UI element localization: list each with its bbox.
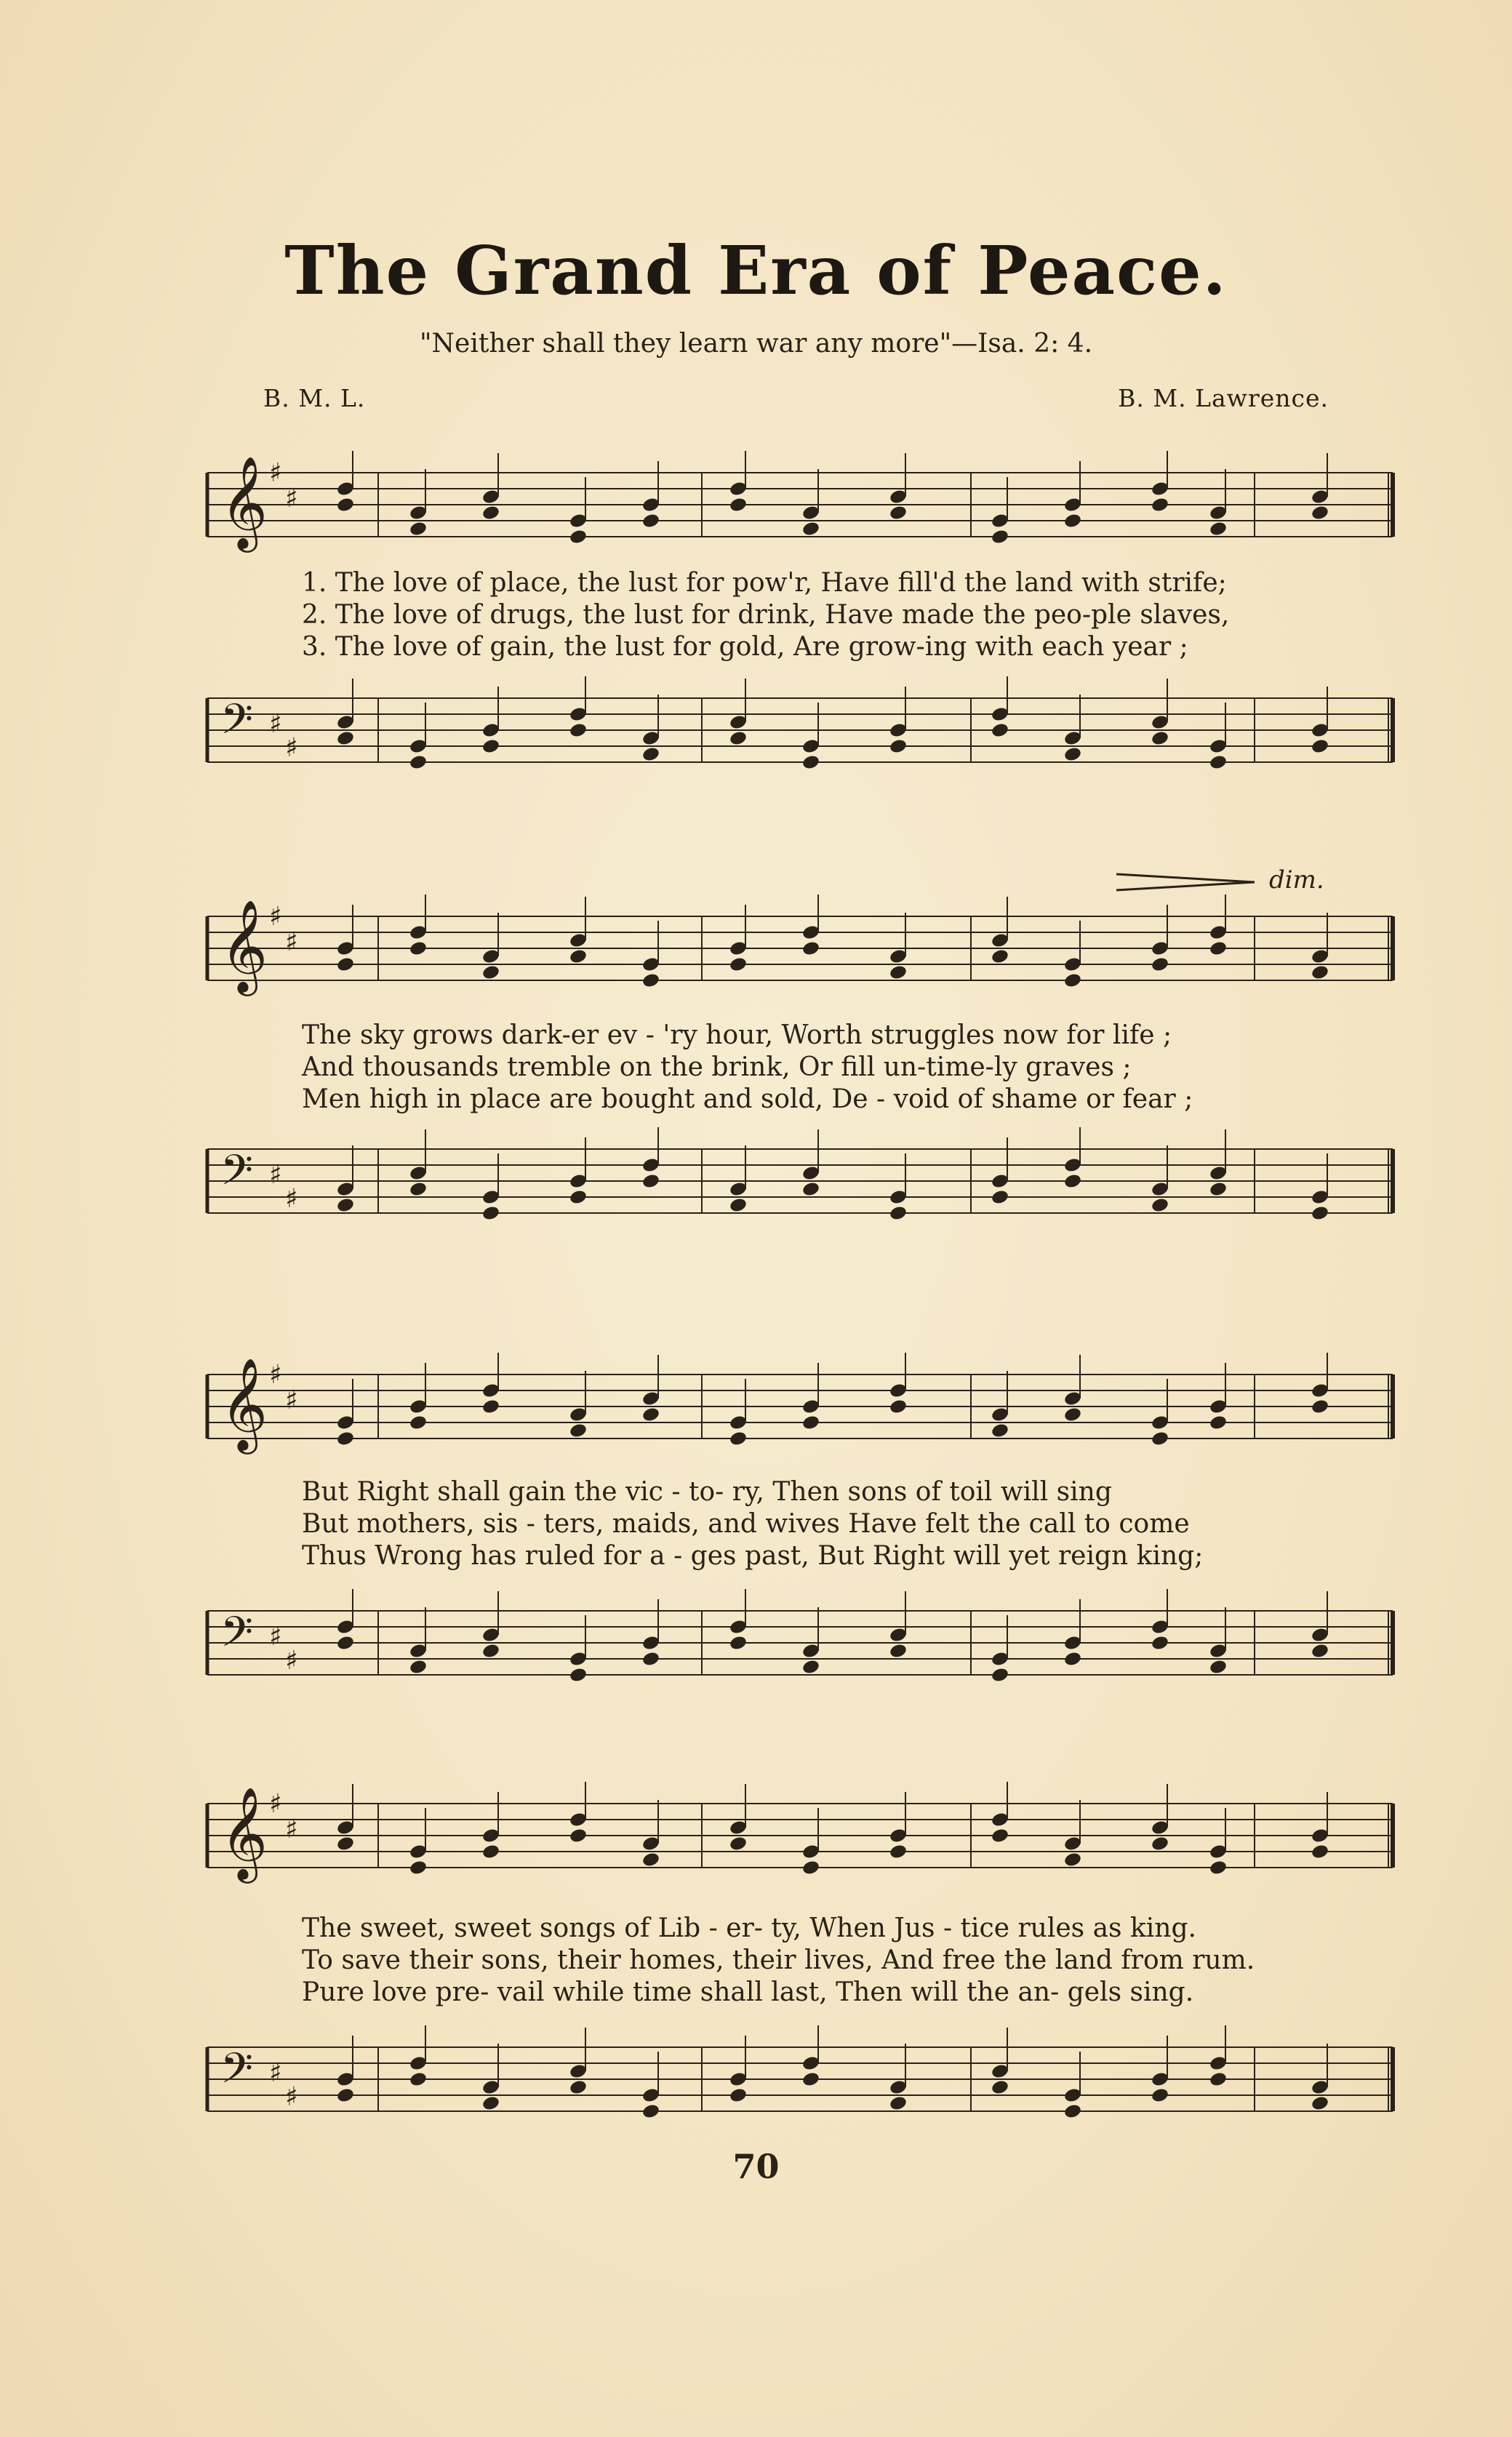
- notehead-icon: [641, 1651, 660, 1668]
- sharp-icon: ♯: [285, 1184, 298, 1214]
- sharp-icon: ♯: [285, 1646, 298, 1676]
- notehead-icon: [1063, 513, 1082, 529]
- notehead-icon: [336, 1836, 355, 1852]
- notehead-icon: [1151, 2087, 1169, 2104]
- notehead-icon: [729, 1635, 748, 1652]
- notehead-icon: [336, 1635, 355, 1652]
- notehead-icon: [729, 1430, 748, 1447]
- lyric-verse-2: And thousands tremble on the brink, Or fill un-time-ly graves ;: [302, 1052, 1132, 1082]
- notehead-icon: [409, 1181, 428, 1198]
- notehead-icon: [729, 1197, 748, 1214]
- notehead-icon: [1063, 1406, 1082, 1423]
- notehead-icon: [481, 2095, 500, 2112]
- notehead-icon: [801, 754, 820, 771]
- lyric-verse-3: Pure love pre- vail while time shall last, Then will the an- gels sing.: [302, 1977, 1194, 2007]
- notehead-icon: [336, 497, 355, 513]
- notehead-icon: [889, 738, 908, 755]
- notehead-icon: [569, 1422, 588, 1439]
- notehead-icon: [336, 1430, 355, 1447]
- lyric-verse-1: 1. The love of place, the lust for pow'r, Have fill'd the land with strife;: [302, 568, 1227, 598]
- bass-staff: [200, 1589, 1400, 1698]
- notehead-icon: [991, 1667, 1009, 1684]
- lyrics-block: [302, 1476, 1393, 1572]
- notehead-icon: [1209, 1860, 1228, 1876]
- notehead-icon: [1209, 754, 1228, 771]
- decrescendo-hairpin: [1116, 871, 1255, 893]
- notehead-icon: [409, 2071, 428, 2088]
- notehead-icon: [569, 1189, 588, 1206]
- words-credit: B. M. L.: [263, 384, 366, 412]
- bass-clef-icon: 𝄢: [220, 2044, 254, 2103]
- notehead-icon: [569, 529, 588, 545]
- notehead-icon: [481, 1205, 500, 1222]
- lyric-verse-3: 3. The love of gain, the lust for gold, Are grow-ing with each year ;: [302, 632, 1188, 662]
- notehead-icon: [991, 1828, 1009, 1844]
- notehead-icon: [991, 1422, 1009, 1439]
- sharp-icon: ♯: [285, 927, 298, 957]
- notehead-icon: [801, 1860, 820, 1876]
- notehead-icon: [1151, 1197, 1169, 1214]
- treble-clef-icon: 𝄞: [220, 1786, 268, 1879]
- notehead-icon: [1209, 1181, 1228, 1198]
- notehead-icon: [991, 1189, 1009, 1206]
- sharp-icon: ♯: [285, 1814, 298, 1844]
- lyric-verse-2: To save their sons, their homes, their lives, And free the land from rum.: [302, 1945, 1255, 1975]
- sharp-icon: ♯: [269, 902, 282, 932]
- treble-staff: [200, 1353, 1400, 1462]
- lyric-verse-2: 2. The love of drugs, the lust for drink, Have made the peo-ple slaves,: [302, 600, 1230, 630]
- sharp-icon: ♯: [269, 1622, 282, 1652]
- notehead-icon: [481, 1398, 500, 1415]
- notehead-icon: [801, 940, 820, 957]
- notehead-icon: [641, 1406, 660, 1423]
- notehead-icon: [409, 940, 428, 957]
- sharp-icon: ♯: [285, 2082, 298, 2112]
- bass-staff: [200, 2025, 1400, 2134]
- music-system-4: [200, 1767, 1400, 2131]
- treble-clef-icon: 𝄞: [220, 455, 268, 548]
- notehead-icon: [1209, 2071, 1228, 2088]
- lyrics-block: [302, 1913, 1393, 2009]
- notehead-icon: [1311, 1205, 1329, 1222]
- notehead-icon: [641, 1852, 660, 1868]
- dynamic-marking: dim.: [1269, 865, 1324, 895]
- lyric-verse-3: Thus Wrong has ruled for a - ges past, But Right will yet reign king;: [302, 1541, 1204, 1571]
- notehead-icon: [409, 521, 428, 537]
- notehead-icon: [889, 2095, 908, 2112]
- treble-staff: [200, 451, 1400, 560]
- bass-clef-icon: 𝄢: [220, 695, 254, 754]
- sharp-icon: ♯: [269, 1160, 282, 1190]
- notehead-icon: [729, 1836, 748, 1852]
- sharp-icon: ♯: [285, 484, 298, 513]
- notehead-icon: [1311, 1844, 1329, 1860]
- notehead-icon: [641, 1173, 660, 1190]
- notehead-icon: [1063, 1651, 1082, 1668]
- notehead-icon: [409, 1860, 428, 1876]
- notehead-icon: [801, 1181, 820, 1198]
- notehead-icon: [1209, 1659, 1228, 1676]
- notehead-icon: [1311, 964, 1329, 981]
- notehead-icon: [801, 2071, 820, 2088]
- sharp-icon: ♯: [269, 2058, 282, 2088]
- notehead-icon: [729, 2087, 748, 2104]
- notehead-icon: [1311, 738, 1329, 755]
- notehead-icon: [409, 1414, 428, 1431]
- notehead-icon: [729, 956, 748, 973]
- notehead-icon: [1151, 1635, 1169, 1652]
- notehead-icon: [409, 1659, 428, 1676]
- notehead-icon: [801, 521, 820, 537]
- music-system-2: [200, 865, 1400, 1273]
- music-system-3: [200, 1338, 1400, 1709]
- notehead-icon: [1311, 505, 1329, 521]
- notehead-icon: [1209, 1414, 1228, 1431]
- notehead-icon: [1063, 2103, 1082, 2120]
- page-number: 70: [732, 2147, 780, 2186]
- bass-clef-icon: 𝄢: [220, 1145, 254, 1205]
- lyric-verse-2: But mothers, sis - ters, maids, and wives Have felt the call to come: [302, 1509, 1190, 1539]
- notehead-icon: [336, 956, 355, 973]
- notehead-icon: [991, 722, 1009, 739]
- notehead-icon: [889, 1398, 908, 1415]
- notehead-icon: [569, 948, 588, 965]
- notehead-icon: [641, 2103, 660, 2120]
- notehead-icon: [409, 754, 428, 771]
- scripture-epigraph: "Neither shall they learn war any more"—Isa. 2: 4.: [419, 329, 1093, 359]
- notehead-icon: [569, 1667, 588, 1684]
- notehead-icon: [1151, 1836, 1169, 1852]
- notehead-icon: [991, 948, 1009, 965]
- bass-clef-icon: 𝄢: [220, 1607, 254, 1667]
- notehead-icon: [641, 746, 660, 763]
- treble-staff: [200, 895, 1400, 1004]
- notehead-icon: [801, 1659, 820, 1676]
- notehead-icon: [481, 505, 500, 521]
- notehead-icon: [1311, 1398, 1329, 1415]
- notehead-icon: [481, 738, 500, 755]
- sharp-icon: ♯: [285, 1385, 298, 1415]
- notehead-icon: [1151, 956, 1169, 973]
- sharp-icon: ♯: [269, 458, 282, 488]
- music-credit: B. M. Lawrence.: [1118, 384, 1329, 412]
- notehead-icon: [1209, 940, 1228, 957]
- hymn-title: The Grand Era of Peace.: [284, 231, 1228, 310]
- notehead-icon: [1151, 497, 1169, 513]
- notehead-icon: [1063, 1852, 1082, 1868]
- music-system-1: [200, 436, 1400, 778]
- notehead-icon: [889, 1205, 908, 1222]
- notehead-icon: [336, 730, 355, 747]
- treble-clef-icon: 𝄞: [220, 899, 268, 992]
- treble-clef-icon: 𝄞: [220, 1357, 268, 1450]
- notehead-icon: [889, 1844, 908, 1860]
- bass-staff: [200, 1127, 1400, 1236]
- notehead-icon: [991, 529, 1009, 545]
- notehead-icon: [1063, 1173, 1082, 1190]
- sharp-icon: ♯: [269, 1789, 282, 1819]
- notehead-icon: [569, 1828, 588, 1844]
- notehead-icon: [1311, 1643, 1329, 1660]
- notehead-icon: [1063, 972, 1082, 989]
- notehead-icon: [889, 505, 908, 521]
- sharp-icon: ♯: [269, 709, 282, 739]
- notehead-icon: [1063, 746, 1082, 763]
- notehead-icon: [991, 2079, 1009, 2096]
- notehead-icon: [336, 1197, 355, 1214]
- notehead-icon: [481, 964, 500, 981]
- sharp-icon: ♯: [285, 733, 298, 763]
- notehead-icon: [641, 513, 660, 529]
- treble-staff: [200, 1782, 1400, 1891]
- notehead-icon: [569, 2079, 588, 2096]
- lyric-verse-1: The sky grows dark-er ev - 'ry hour, Worth struggles now for life ;: [302, 1020, 1172, 1050]
- notehead-icon: [1209, 521, 1228, 537]
- notehead-icon: [729, 497, 748, 513]
- bass-staff: [200, 676, 1400, 785]
- notehead-icon: [801, 1414, 820, 1431]
- lyric-verse-1: But Right shall gain the vic - to- ry, Then sons of toil will sing: [302, 1477, 1112, 1507]
- notehead-icon: [729, 730, 748, 747]
- notehead-icon: [889, 1643, 908, 1660]
- lyrics-block: [302, 567, 1393, 663]
- lyric-verse-3: Men high in place are bought and sold, De - void of shame or fear ;: [302, 1084, 1193, 1114]
- notehead-icon: [641, 972, 660, 989]
- lyric-verse-1: The sweet, sweet songs of Lib - er- ty, When Jus - tice rules as king.: [302, 1913, 1196, 1943]
- notehead-icon: [569, 722, 588, 739]
- lyrics-block: [302, 1020, 1393, 1116]
- notehead-icon: [1151, 1430, 1169, 1447]
- sharp-icon: ♯: [269, 1360, 282, 1390]
- notehead-icon: [481, 1844, 500, 1860]
- notehead-icon: [481, 1643, 500, 1660]
- notehead-icon: [889, 964, 908, 981]
- notehead-icon: [1151, 730, 1169, 747]
- notehead-icon: [1311, 2095, 1329, 2112]
- notehead-icon: [336, 2087, 355, 2104]
